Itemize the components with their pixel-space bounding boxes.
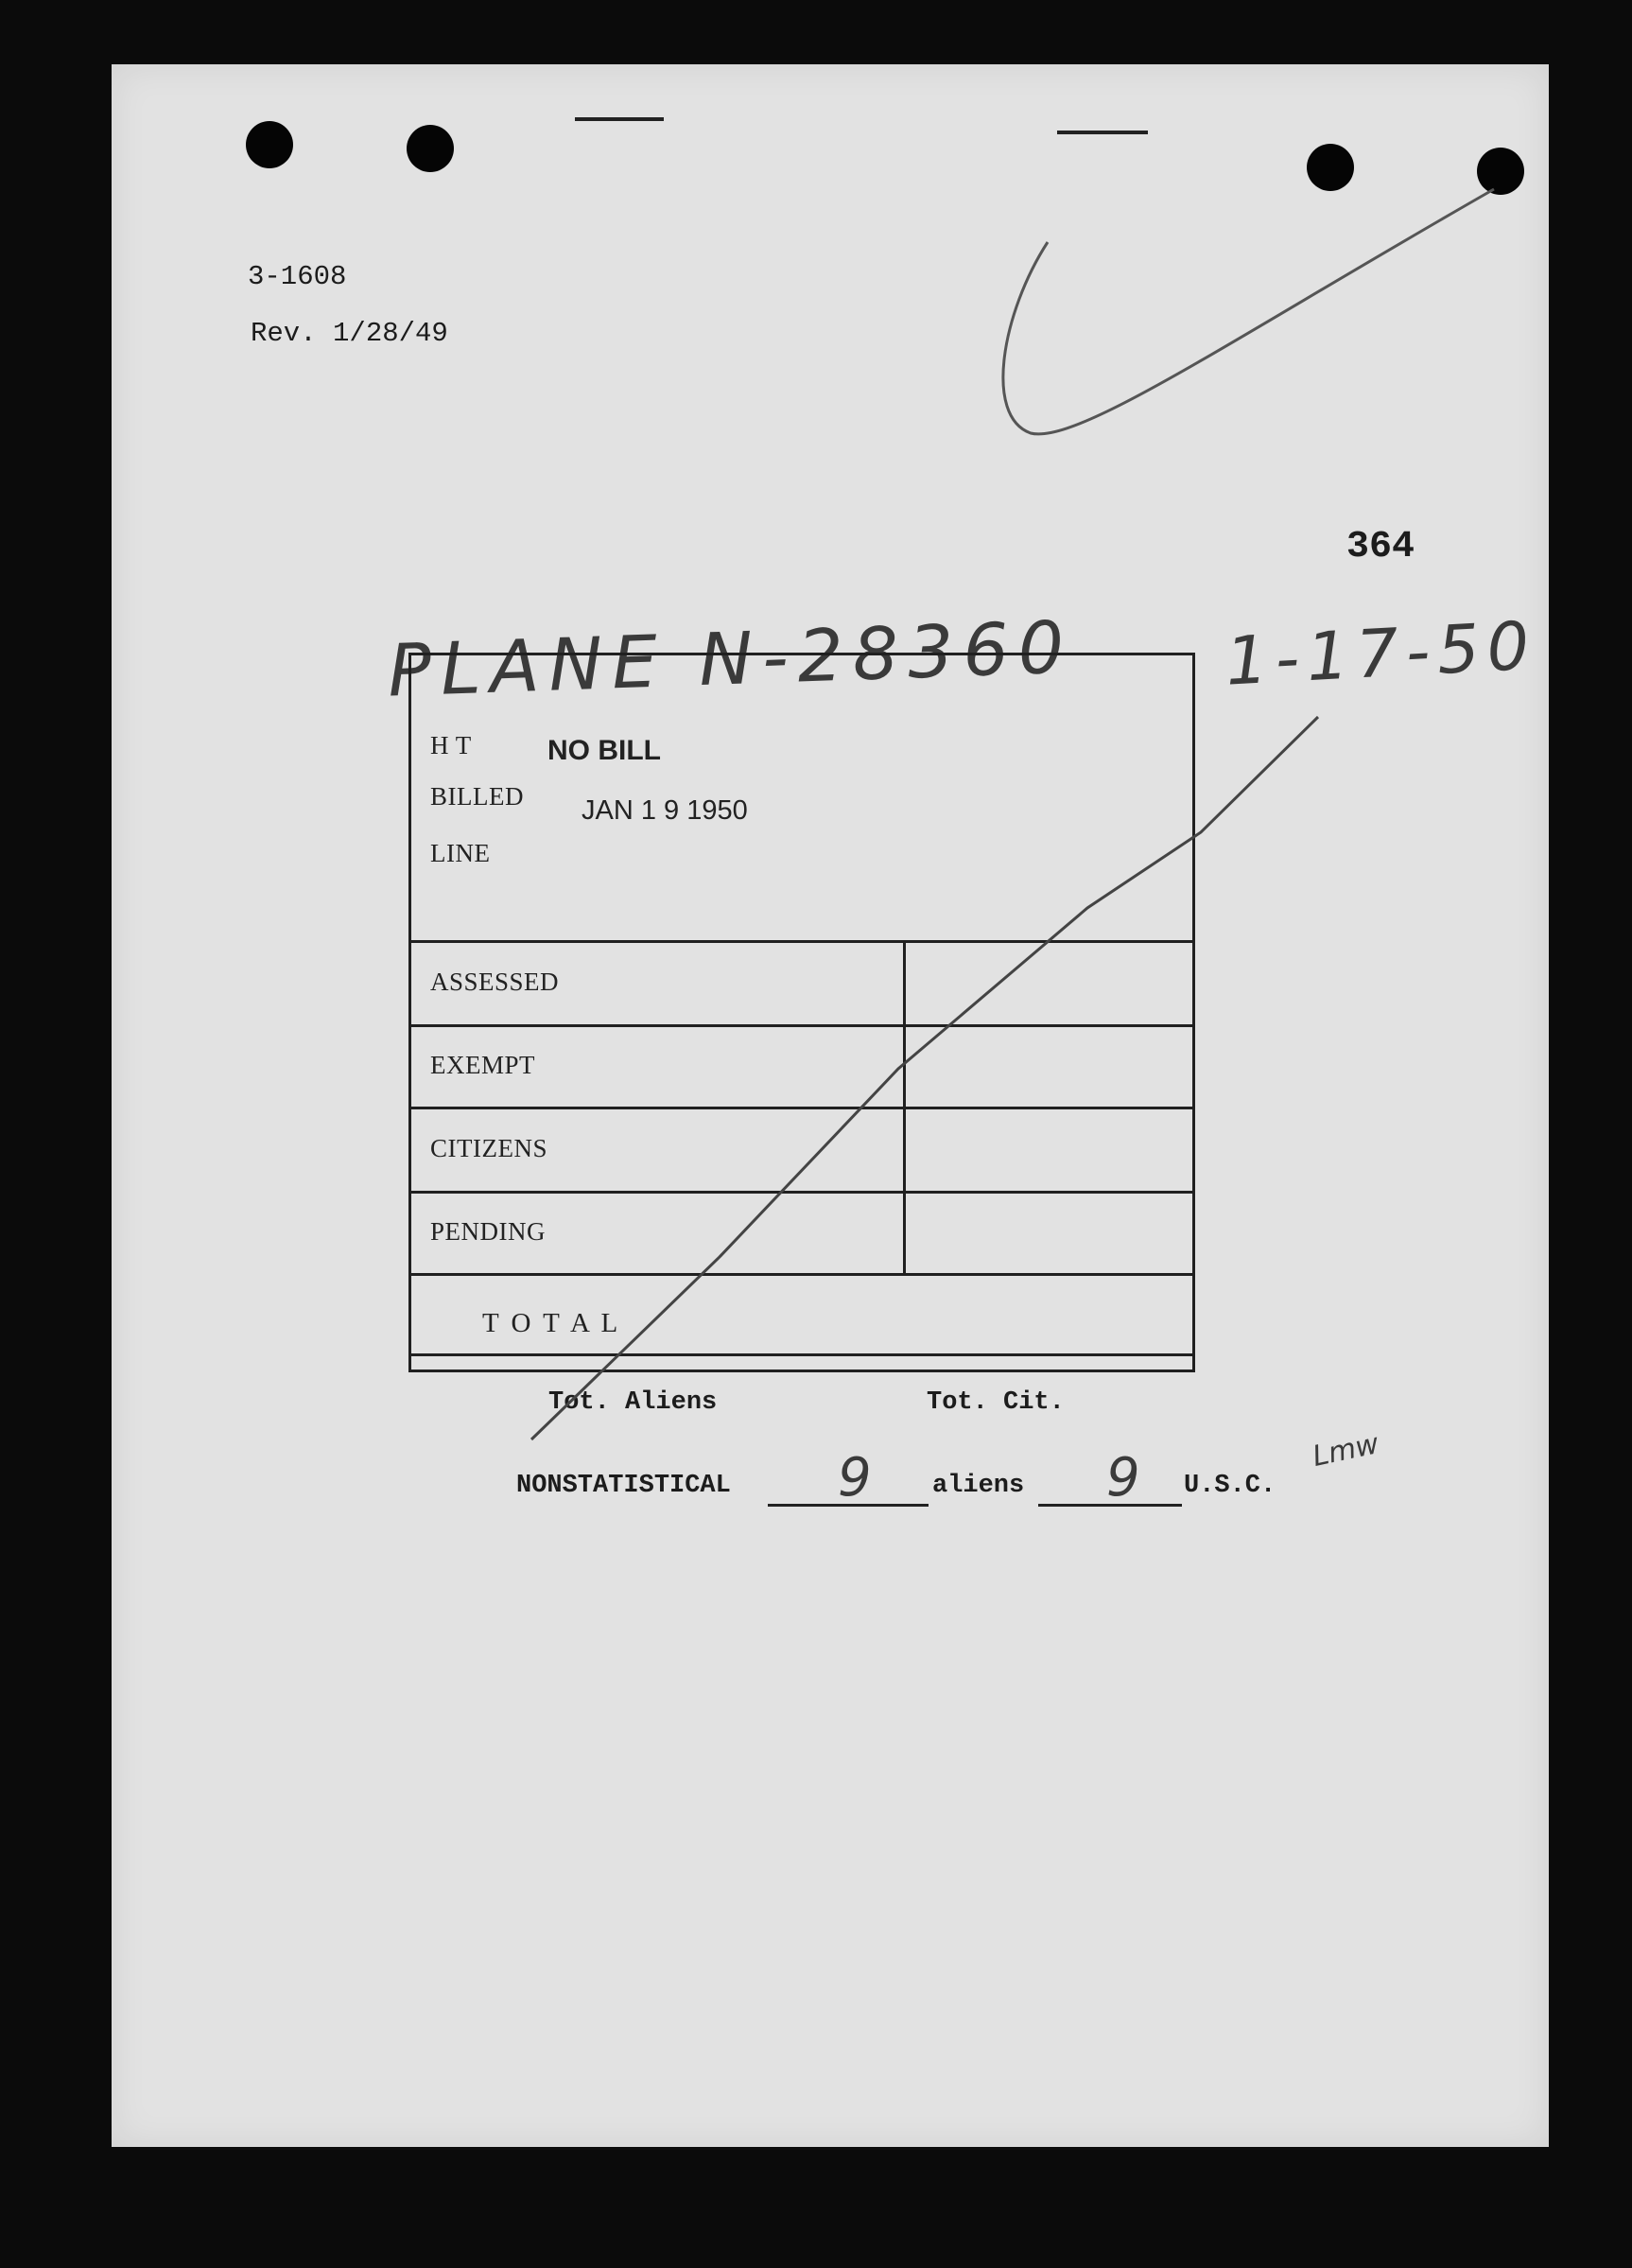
handwritten-flight: PLANE N-28360 <box>386 604 1075 713</box>
rule <box>411 1107 1192 1109</box>
billed-date-stamp: JAN 1 9 1950 <box>582 795 748 826</box>
rule <box>411 1024 1192 1027</box>
line-label: LINE <box>430 839 491 867</box>
rule <box>411 940 1192 943</box>
billed-label: BILLED <box>430 782 524 811</box>
form-number: 3-1608 <box>248 261 347 292</box>
punch-hole <box>407 125 454 172</box>
total-label: T O T A L <box>482 1308 621 1338</box>
punch-hole <box>1307 144 1354 191</box>
handwritten-initials: Lmw <box>1310 1427 1382 1474</box>
record-table <box>408 653 1195 1372</box>
no-bill-stamp: NO BILL <box>547 735 661 766</box>
handwritten-date: 1-17-50 <box>1224 606 1539 701</box>
form-revision: Rev. 1/28/49 <box>251 318 448 349</box>
punch-hole <box>1477 148 1524 195</box>
row-label-citizens: CITIZENS <box>430 1134 547 1162</box>
page-number: 364 <box>1346 526 1415 568</box>
nonstat-usc-label: U.S.C. <box>1184 1472 1276 1500</box>
nonstat-aliens-value: 9 <box>838 1447 872 1509</box>
column-divider <box>903 940 906 1273</box>
nonstat-usc-value: 9 <box>1106 1447 1140 1509</box>
top-mark <box>1057 131 1148 134</box>
top-mark <box>575 117 664 121</box>
rule <box>408 1353 1195 1356</box>
nonstatistical-label: NONSTATISTICAL <box>516 1472 731 1500</box>
tot-aliens-label: Tot. Aliens <box>548 1388 718 1417</box>
rule <box>411 1273 1192 1276</box>
row-label-assessed: ASSESSED <box>430 968 560 996</box>
punch-hole <box>246 121 293 168</box>
tot-cit-label: Tot. Cit. <box>927 1388 1065 1417</box>
nonstat-aliens-label: aliens <box>932 1472 1025 1500</box>
rule <box>411 1191 1192 1194</box>
row-label-pending: PENDING <box>430 1217 546 1246</box>
row-label-exempt: EXEMPT <box>430 1051 535 1079</box>
ht-label: H T <box>430 731 472 759</box>
